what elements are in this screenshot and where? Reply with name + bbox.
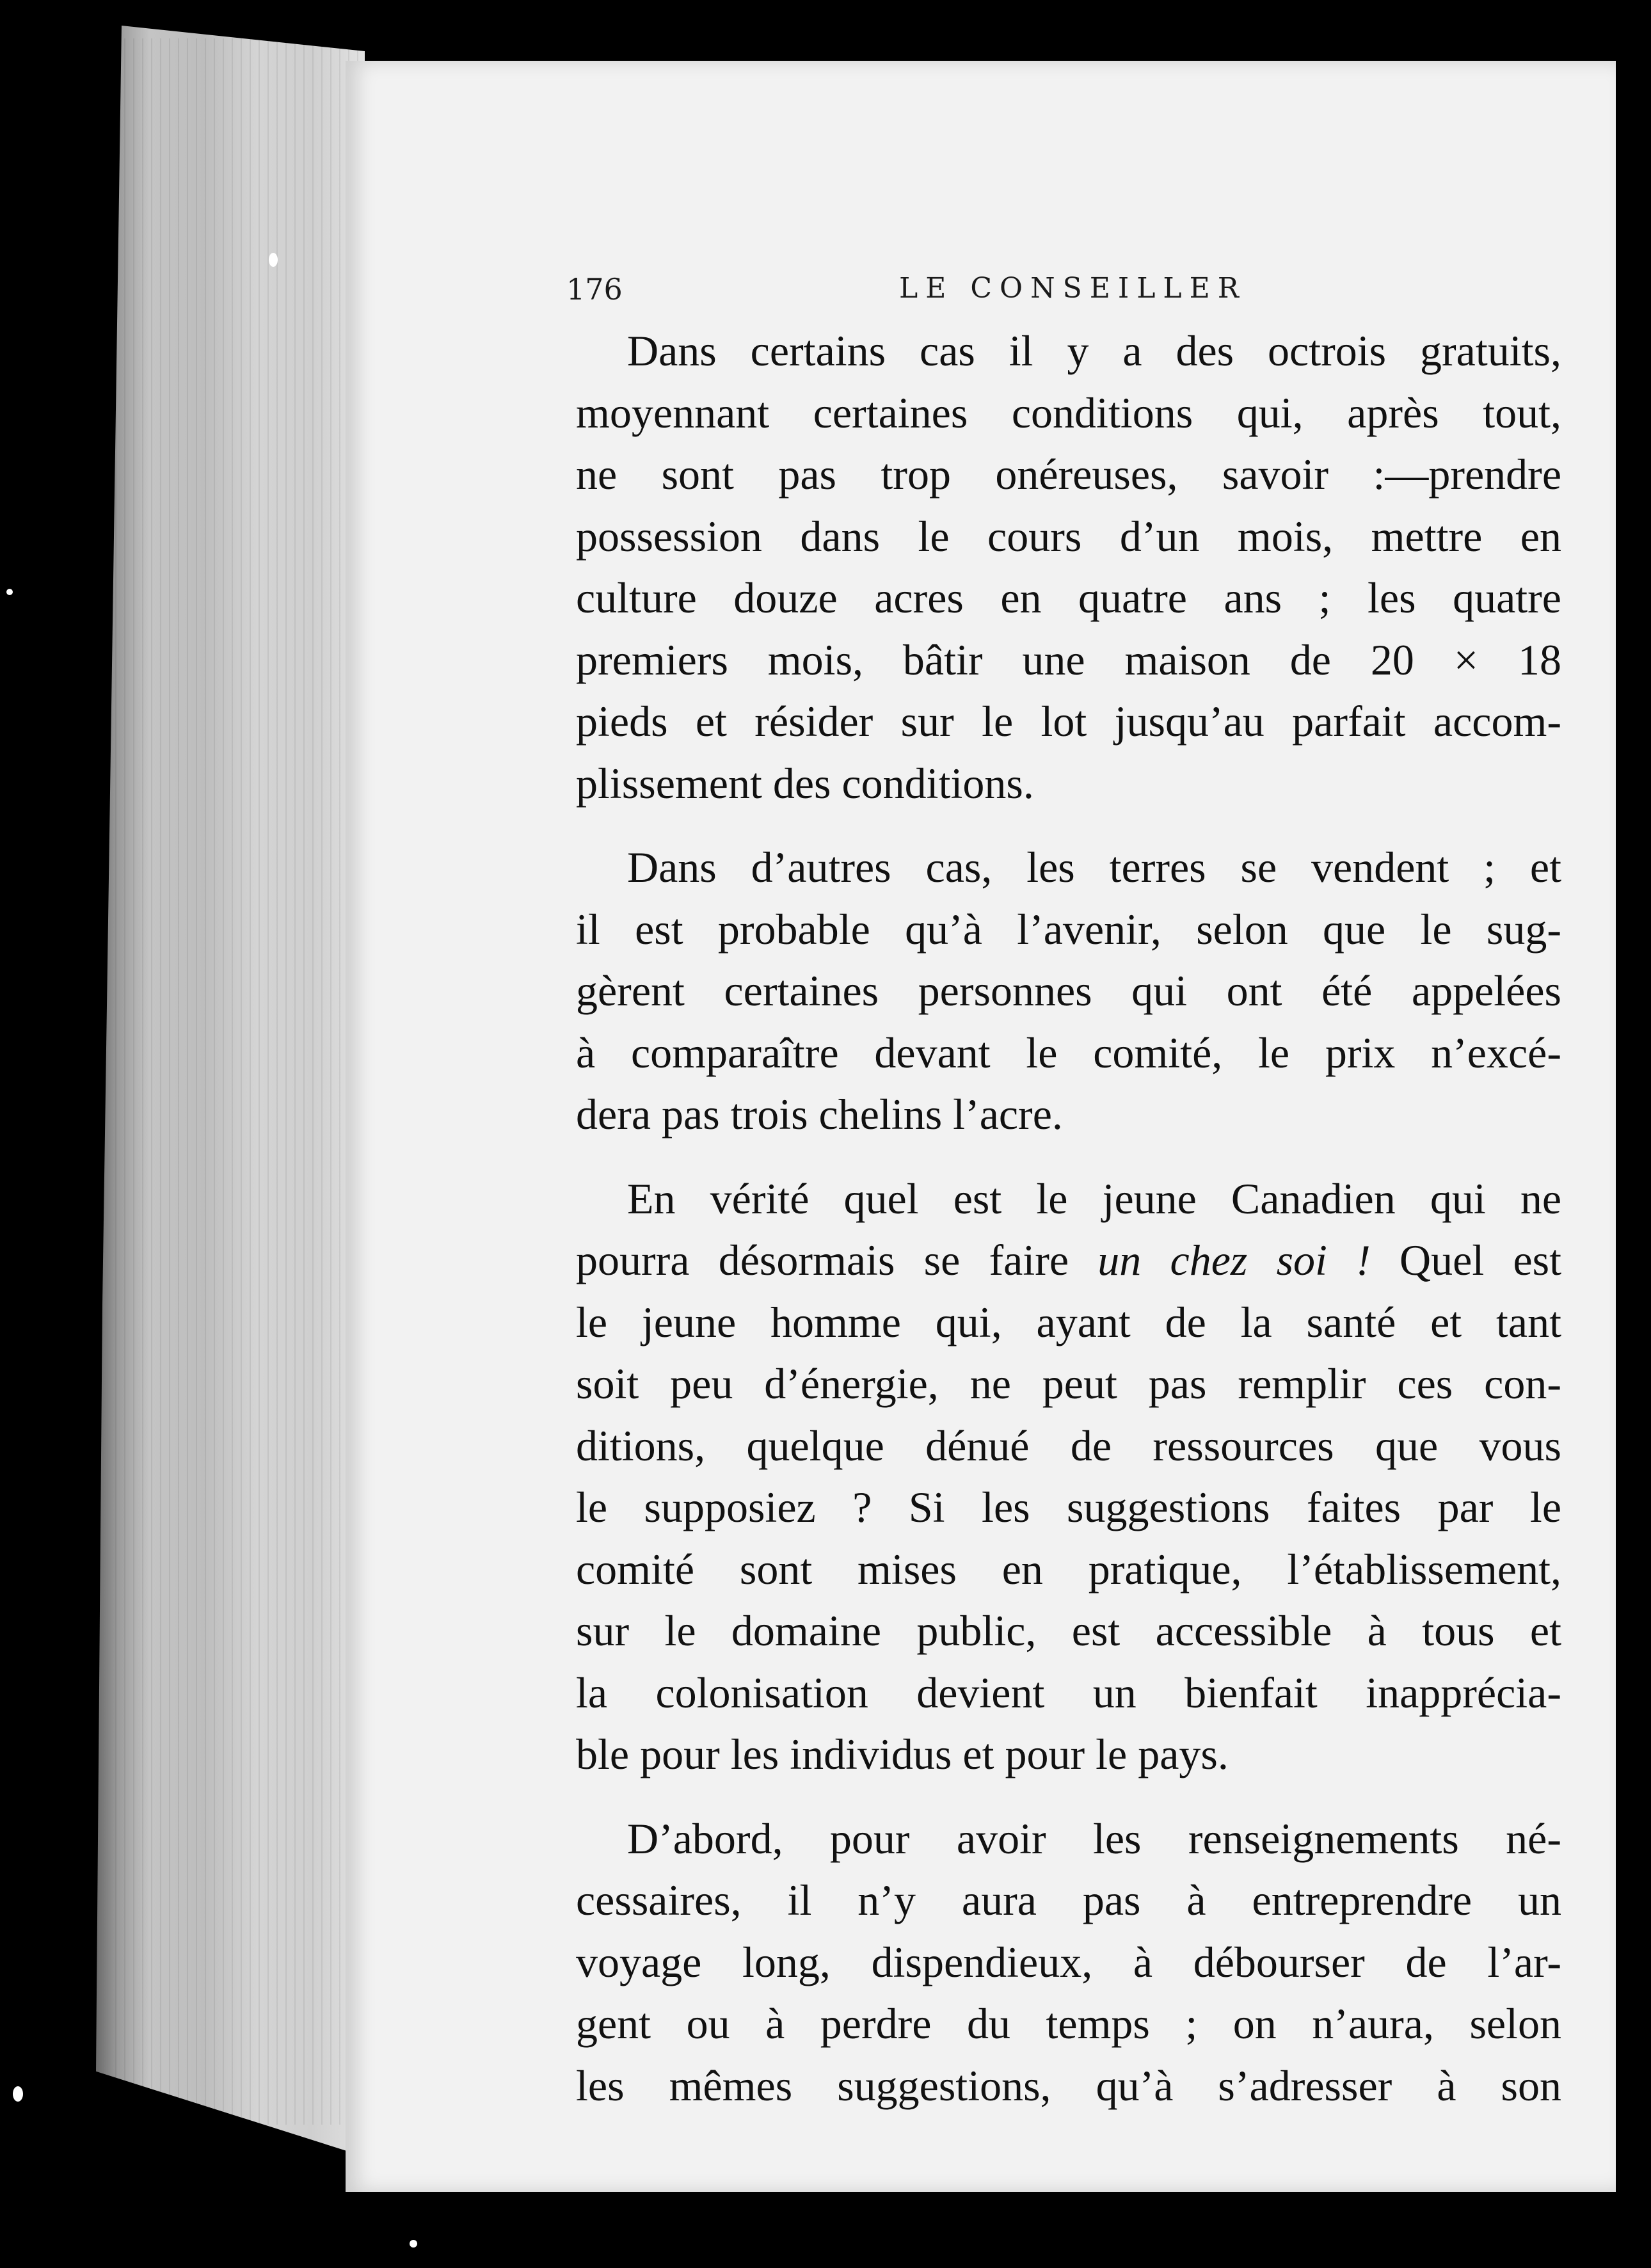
- paragraph-2: [576, 836, 1561, 1146]
- text-line: moyennant certaines conditions qui, après tout,: [576, 388, 1561, 437]
- film-speck: [13, 2086, 23, 2102]
- text-segment: Quel est: [1370, 1236, 1561, 1284]
- text-line: ditions, quelque dénué de ressources que vous: [576, 1421, 1561, 1470]
- text-line: gèrent certaines personnes qui ont été appelées: [576, 966, 1561, 1015]
- film-speck: [269, 253, 278, 267]
- text-line: D’abord, pour avoir les renseignements né-: [627, 1814, 1561, 1863]
- text-line: il est probable qu’à l’avenir, selon que le sug-: [576, 904, 1561, 954]
- film-speck: [6, 589, 13, 595]
- italic-phrase: un chez soi !: [1097, 1236, 1371, 1284]
- text-line: dera pas trois chelins l’acre.: [576, 1090, 1063, 1138]
- paragraph-3: [576, 1168, 1561, 1785]
- text-line: Dans certains cas il y a des octrois gratuits,: [627, 326, 1561, 375]
- text-line: à comparaître devant le comité, le prix n’excé-: [576, 1028, 1561, 1077]
- paragraph-1: [576, 320, 1561, 814]
- text-line: le supposiez ? Si les suggestions faites par le: [576, 1483, 1561, 1531]
- body-text: [576, 320, 1561, 2139]
- text-line: possession dans le cours d’un mois, mettre en: [576, 511, 1561, 561]
- text-line-with-italic: [576, 1229, 1561, 1291]
- header-title: LE CONSEILLER: [899, 272, 1247, 305]
- text-line: pieds et résider sur le lot jusqu’au parfait accom-: [576, 697, 1561, 746]
- text-line: le jeune homme qui, ayant de la santé et tant: [576, 1297, 1561, 1346]
- paragraph-4: [576, 1808, 1561, 2117]
- text-line: plissement des conditions.: [576, 758, 1034, 808]
- text-line: la colonisation devient un bienfait inappréciа-: [576, 1668, 1561, 1717]
- text-line: En vérité quel est le jeune Canadien qui ne: [627, 1174, 1561, 1223]
- text-line: voyage long, dispendieux, à débourser de l’ar-: [576, 1937, 1561, 1986]
- running-head: [566, 259, 1251, 317]
- text-line: les mêmes suggestions, qu’à s’adresser à son: [576, 2061, 1561, 2110]
- film-speck: [410, 2240, 417, 2248]
- text-line: Dans d’autres cas, les terres se vendent ; et: [627, 843, 1561, 891]
- text-line: gent ou à perdre du temps ; on n’aura, selon: [576, 1999, 1561, 2048]
- text-line: ble pour les individus et pour le pays.: [576, 1730, 1229, 1778]
- text-line: comité sont mises en pratique, l’établissement,: [576, 1544, 1561, 1593]
- text-line: soit peu d’énergie, ne peut pas remplir ces con-: [576, 1359, 1561, 1408]
- text-line: culture douze acres en quatre ans ; les quatre: [576, 573, 1561, 622]
- text-line: premiers mois, bâtir une maison de 20 × 18: [576, 635, 1561, 684]
- text-line: sur le domaine public, est accessible à tous et: [576, 1606, 1561, 1655]
- text-line: cessaires, il n’y aura pas à entreprendre un: [576, 1876, 1561, 1924]
- page-number: 176: [566, 272, 623, 307]
- text-line: ne sont pas trop onéreuses, savoir :—prendre: [576, 450, 1561, 499]
- page-edge-lines: [115, 38, 358, 2125]
- text-segment: pourra désormais se faire: [576, 1236, 1098, 1284]
